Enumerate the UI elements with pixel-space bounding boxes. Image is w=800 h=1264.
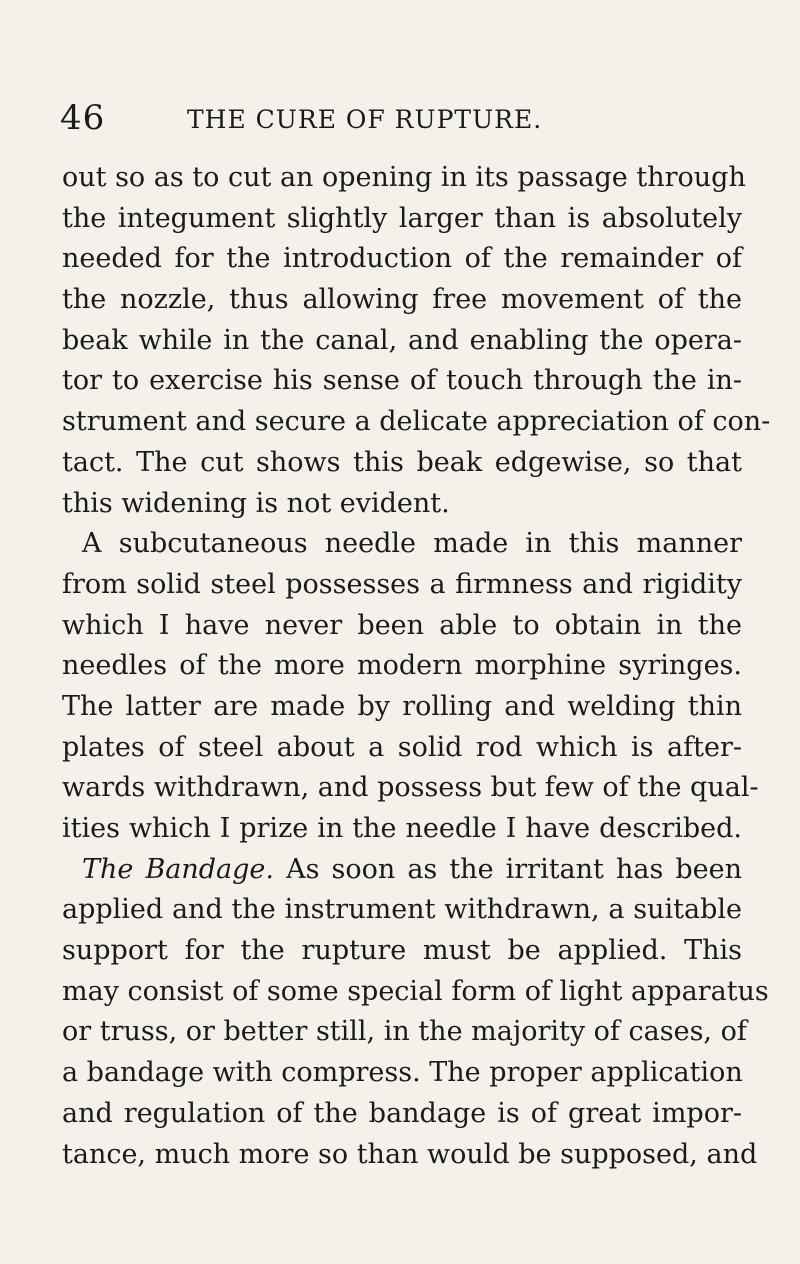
text-line: plates of steel about a solid rod which is after- — [62, 731, 742, 763]
text-line: or truss, or better still, in the majority of cases, of — [62, 1016, 747, 1048]
text-line: support for the rupture must be applied. This — [62, 935, 742, 967]
section-line — [62, 850, 742, 891]
text-line: out so as to cut an opening in its passage through — [62, 162, 746, 193]
text-line: needles of the more modern morphine syringes. — [62, 650, 742, 682]
text-line: and regulation of the bandage is of great impor- — [62, 1097, 742, 1129]
text-line: strument and secure a delicate appreciation of con- — [62, 406, 771, 438]
text-line-fragment: As soon as the irritant has been — [286, 853, 742, 885]
text-line: wards withdrawn, and possess but few of the qual- — [62, 772, 759, 804]
text-line: needed for the introduction of the remainder of — [62, 243, 742, 275]
text-line: tance, much more so than would be supposed, and — [62, 1138, 758, 1170]
page-number: 46 — [60, 98, 106, 138]
text-line: A subcutaneous needle made in this manner — [82, 528, 742, 560]
text-line: tor to exercise his sense of touch through the in- — [62, 365, 742, 397]
text-line: which I have never been able to obtain in the — [62, 609, 742, 641]
running-head — [60, 98, 760, 138]
section-heading: The Bandage. — [82, 853, 274, 885]
text-line: applied and the instrument withdrawn, a suitable — [62, 894, 742, 926]
text-line: a bandage with compress. The proper application — [62, 1057, 743, 1089]
text-line: beak while in the canal, and enabling the opera- — [62, 324, 742, 356]
text-line: may consist of some special form of light apparatus — [62, 975, 769, 1007]
running-title: THE CURE OF RUPTURE. — [187, 105, 543, 134]
text-line: the integument slightly larger than is absolutely — [62, 202, 742, 234]
text-line: the nozzle, thus allowing free movement of the — [62, 284, 742, 316]
text-line: this widening is not evident. — [62, 487, 450, 519]
text-line: The latter are made by rolling and welding thin — [62, 690, 742, 722]
body-text — [62, 158, 771, 1175]
text-line: ities which I prize in the needle I have described. — [62, 813, 742, 844]
text-line: tact. The cut shows this beak edgewise, so that — [62, 446, 742, 478]
text-line: from solid steel possesses a firmness and rigidity — [62, 568, 742, 600]
